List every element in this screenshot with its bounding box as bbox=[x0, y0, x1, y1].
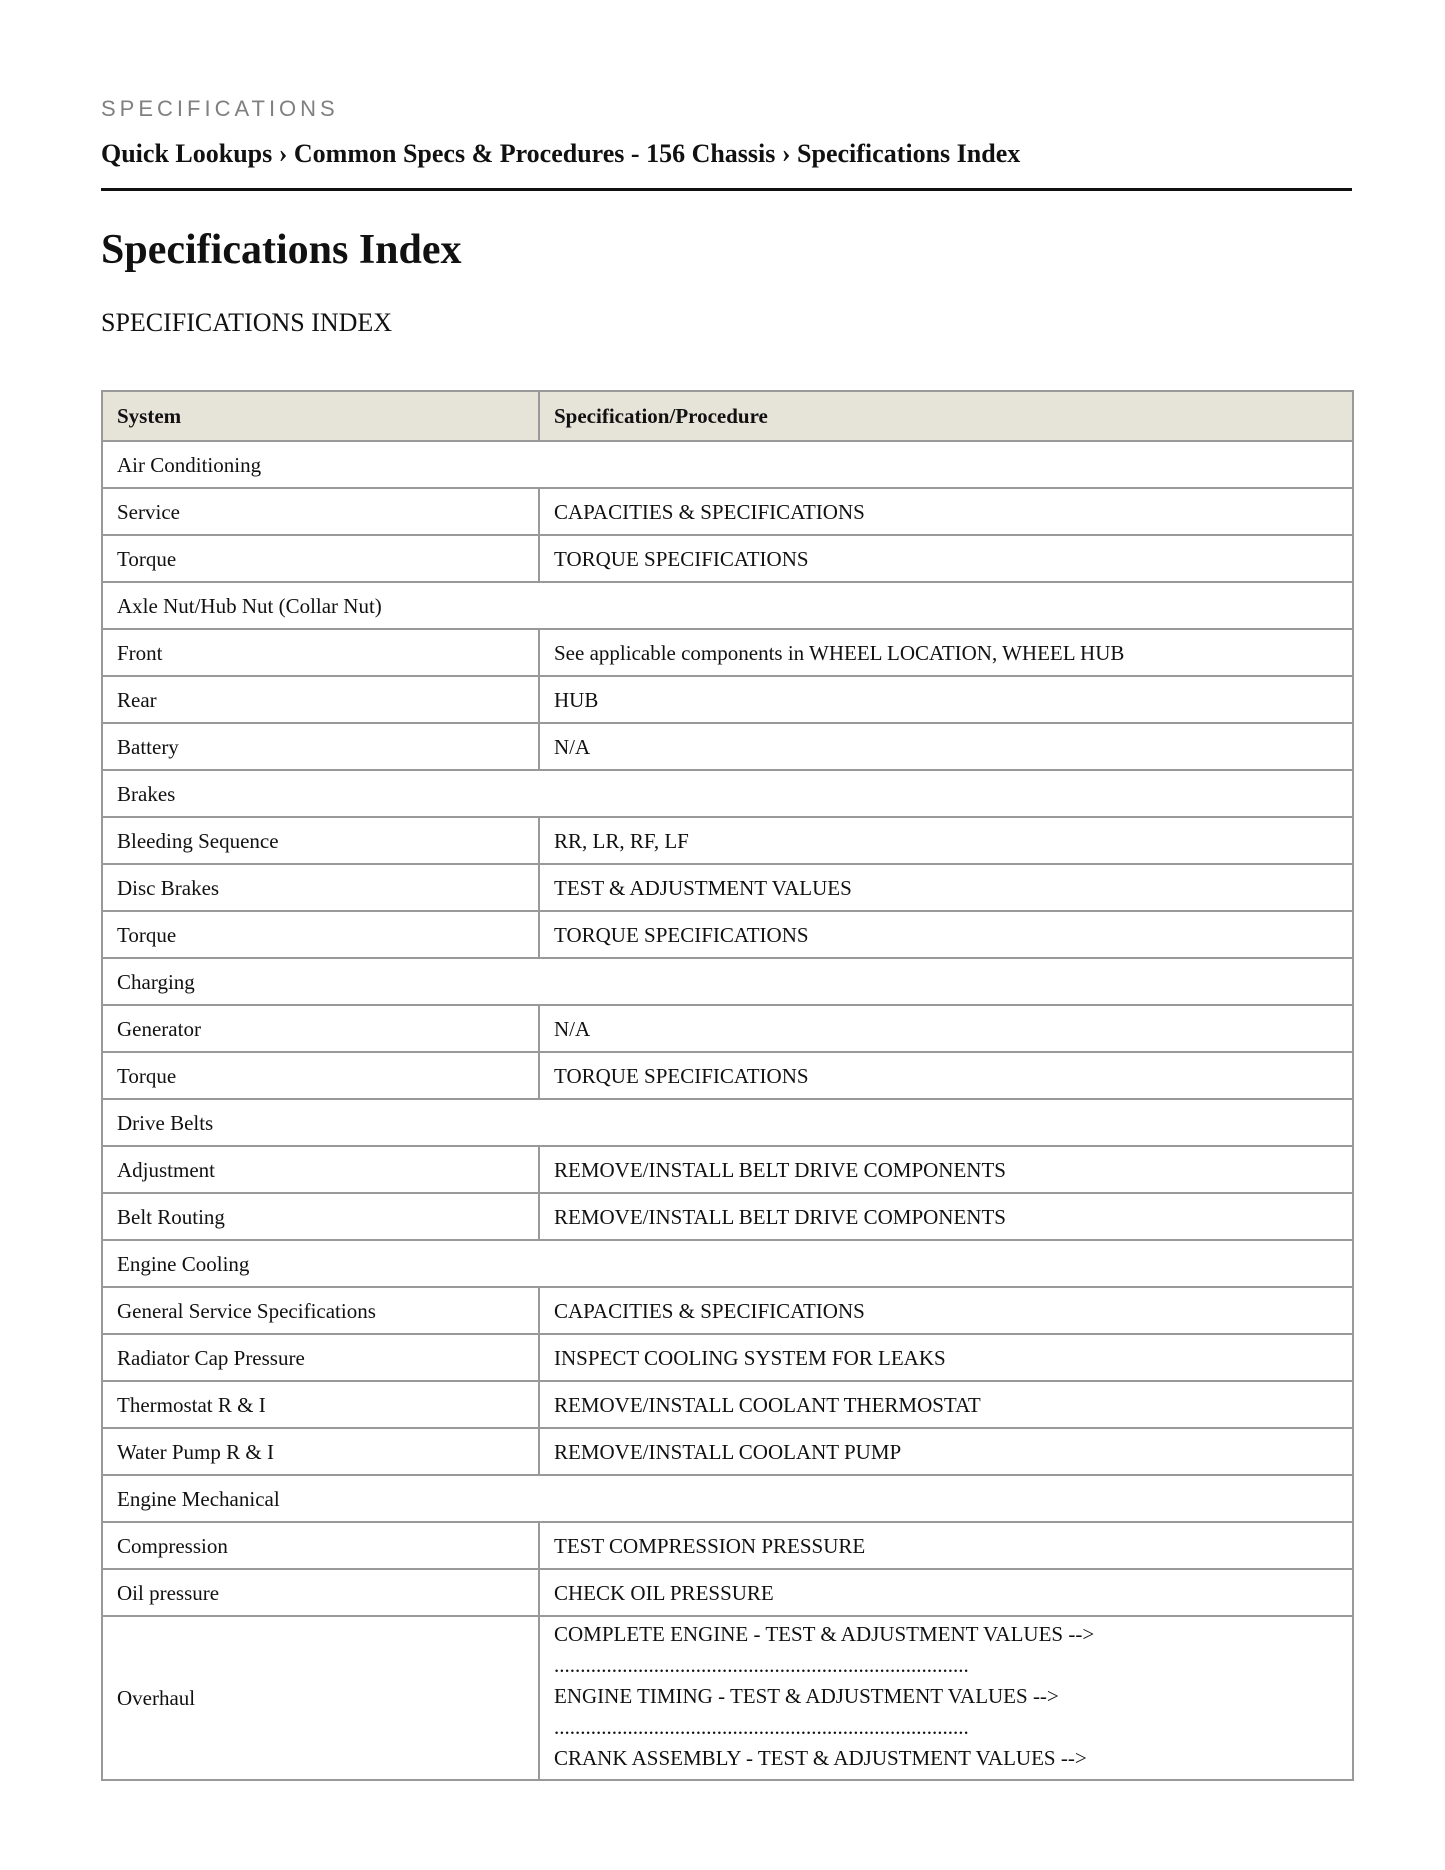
system-group-label: Air Conditioning bbox=[102, 441, 1353, 488]
system-cell: Water Pump R & I bbox=[102, 1428, 539, 1475]
specification-cell: REMOVE/INSTALL BELT DRIVE COMPONENTS bbox=[539, 1146, 1353, 1193]
specification-cell: N/A bbox=[539, 723, 1353, 770]
system-cell: Belt Routing bbox=[102, 1193, 539, 1240]
specification-cell: INSPECT COOLING SYSTEM FOR LEAKS bbox=[539, 1334, 1353, 1381]
table-row bbox=[102, 864, 1353, 911]
page-title: Specifications Index bbox=[101, 227, 462, 273]
system-cell: Battery bbox=[102, 723, 539, 770]
system-cell: Generator bbox=[102, 1005, 539, 1052]
system-cell: Oil pressure bbox=[102, 1569, 539, 1616]
specification-cell: See applicable components in WHEEL LOCATION, WHEEL HUB bbox=[539, 629, 1353, 676]
system-cell: Rear bbox=[102, 676, 539, 723]
table-row bbox=[102, 535, 1353, 582]
specification-cell: TEST COMPRESSION PRESSURE bbox=[539, 1522, 1353, 1569]
system-cell: Radiator Cap Pressure bbox=[102, 1334, 539, 1381]
table-row bbox=[102, 676, 1353, 723]
specification-cell: CHECK OIL PRESSURE bbox=[539, 1569, 1353, 1616]
system-cell: Compression bbox=[102, 1522, 539, 1569]
table-row bbox=[102, 1616, 1353, 1780]
dotted-separator: ............................................................................... bbox=[554, 1653, 969, 1677]
system-group-label: Charging bbox=[102, 958, 1353, 1005]
specification-cell: HUB bbox=[539, 676, 1353, 723]
system-group-label: Drive Belts bbox=[102, 1099, 1353, 1146]
table-group-row bbox=[102, 770, 1353, 817]
column-header-system: System bbox=[102, 391, 539, 441]
system-cell: Adjustment bbox=[102, 1146, 539, 1193]
table-body bbox=[102, 441, 1353, 1780]
table-row bbox=[102, 1193, 1353, 1240]
specification-cell bbox=[539, 1616, 1353, 1780]
document-kicker: SPECIFICATIONS bbox=[101, 96, 339, 121]
table-row bbox=[102, 1522, 1353, 1569]
table-row bbox=[102, 1569, 1353, 1616]
column-header-specification: Specification/Procedure bbox=[539, 391, 1353, 441]
system-cell: Front bbox=[102, 629, 539, 676]
system-cell: General Service Specifications bbox=[102, 1287, 539, 1334]
table-row bbox=[102, 1381, 1353, 1428]
system-group-label: Engine Mechanical bbox=[102, 1475, 1353, 1522]
table-header-row bbox=[102, 391, 1353, 441]
system-cell: Service bbox=[102, 488, 539, 535]
specification-line: CRANK ASSEMBLY - TEST & ADJUSTMENT VALUES --> bbox=[554, 1746, 1087, 1770]
table-group-row bbox=[102, 582, 1353, 629]
table-row bbox=[102, 1334, 1353, 1381]
system-cell: Bleeding Sequence bbox=[102, 817, 539, 864]
table-row bbox=[102, 1052, 1353, 1099]
table-row bbox=[102, 1146, 1353, 1193]
system-cell: Disc Brakes bbox=[102, 864, 539, 911]
table-row bbox=[102, 629, 1353, 676]
specification-cell: TORQUE SPECIFICATIONS bbox=[539, 1052, 1353, 1099]
system-group-label: Brakes bbox=[102, 770, 1353, 817]
table-row bbox=[102, 723, 1353, 770]
specification-line: ENGINE TIMING - TEST & ADJUSTMENT VALUES --> bbox=[554, 1684, 1059, 1708]
table-row bbox=[102, 1287, 1353, 1334]
table-row bbox=[102, 911, 1353, 958]
table-group-row bbox=[102, 958, 1353, 1005]
table-group-row bbox=[102, 1240, 1353, 1287]
system-cell: Torque bbox=[102, 911, 539, 958]
specification-cell: REMOVE/INSTALL BELT DRIVE COMPONENTS bbox=[539, 1193, 1353, 1240]
specification-cell: TORQUE SPECIFICATIONS bbox=[539, 535, 1353, 582]
table-row bbox=[102, 488, 1353, 535]
specification-cell: CAPACITIES & SPECIFICATIONS bbox=[539, 488, 1353, 535]
table-group-row bbox=[102, 1099, 1353, 1146]
system-group-label: Engine Cooling bbox=[102, 1240, 1353, 1287]
specification-lines bbox=[554, 1617, 1338, 1775]
system-cell: Thermostat R & I bbox=[102, 1381, 539, 1428]
header-divider bbox=[101, 188, 1352, 191]
specification-cell: REMOVE/INSTALL COOLANT THERMOSTAT bbox=[539, 1381, 1353, 1428]
system-cell: Overhaul bbox=[102, 1616, 539, 1780]
system-cell: Torque bbox=[102, 1052, 539, 1099]
breadcrumb: Quick Lookups › Common Specs & Procedures - 156 Chassis › Specifications Index bbox=[101, 139, 1021, 168]
table-row bbox=[102, 1005, 1353, 1052]
specification-cell: N/A bbox=[539, 1005, 1353, 1052]
specification-cell: REMOVE/INSTALL COOLANT PUMP bbox=[539, 1428, 1353, 1475]
system-group-label: Axle Nut/Hub Nut (Collar Nut) bbox=[102, 582, 1353, 629]
section-title: SPECIFICATIONS INDEX bbox=[101, 308, 393, 337]
specification-cell: CAPACITIES & SPECIFICATIONS bbox=[539, 1287, 1353, 1334]
table-row bbox=[102, 817, 1353, 864]
table-group-row bbox=[102, 1475, 1353, 1522]
system-cell: Torque bbox=[102, 535, 539, 582]
specification-cell: RR, LR, RF, LF bbox=[539, 817, 1353, 864]
specifications-table bbox=[101, 390, 1354, 1781]
specification-cell: TEST & ADJUSTMENT VALUES bbox=[539, 864, 1353, 911]
table-row bbox=[102, 1428, 1353, 1475]
dotted-separator: ............................................................................... bbox=[554, 1715, 969, 1739]
table-group-row bbox=[102, 441, 1353, 488]
specification-cell: TORQUE SPECIFICATIONS bbox=[539, 911, 1353, 958]
specification-line: COMPLETE ENGINE - TEST & ADJUSTMENT VALUES --> bbox=[554, 1622, 1095, 1646]
